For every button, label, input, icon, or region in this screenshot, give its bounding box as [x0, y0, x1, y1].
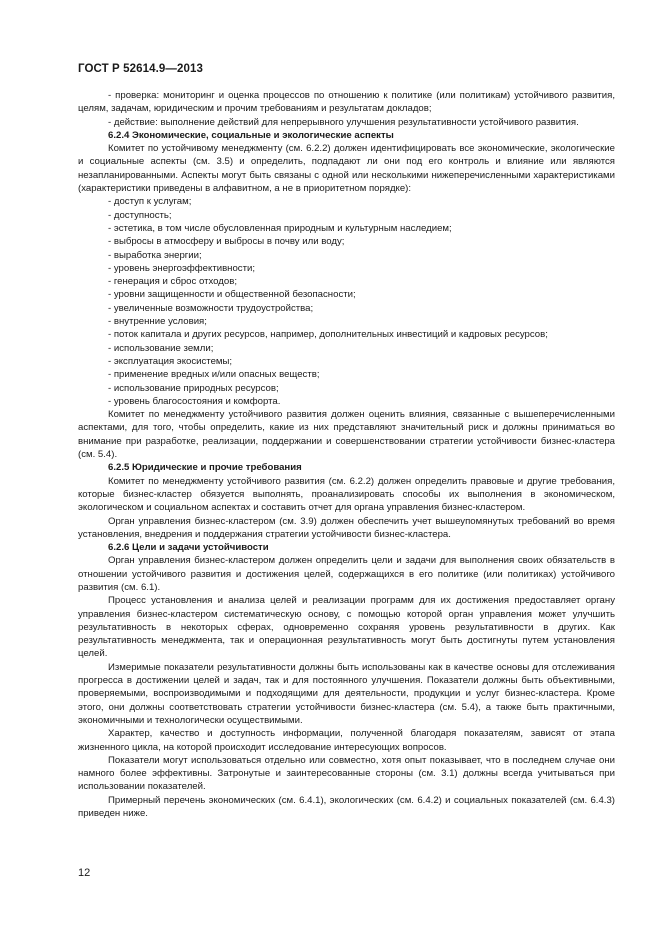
paragraph-process: Процесс установления и анализа целей и реализации программ для их достижения предоставляет органу управления бизнес-кластером систематическую основу, с помощью которой орган управления может улучшить результативность в некоторых сферах, одновременно сохраняя уровень результативности в других. Как результативность менеджмента, так и операционная результативность могут быть достигнуты путем установления целей. [78, 595, 615, 660]
document-header: ГОСТ Р 52614.9—2013 [78, 63, 203, 75]
list-item: - выбросы в атмосферу и выбросы в почву или воду; [108, 236, 345, 248]
document-body [78, 89, 615, 820]
paragraph-indicator-usage: Показатели могут использоваться отдельно или совместно, хотя опыт показывает, что в последнем случае они намного более эффективны. Затронутые и заинтересованные стороны (см. 3.1) должны всегда учитываться при использовании показателей. [78, 754, 615, 793]
paragraph-information: Характер, качество и доступность информации, полученной благодаря показателям, зависят от этапа жизненного цикла, на которой происходит исследование интересующих вопросов. [78, 728, 615, 753]
list-item: - доступ к услугам; [108, 196, 192, 208]
paragraph-act: - действие: выполнение действий для непрерывного улучшения результативности устойчивого развития. [108, 116, 579, 128]
list-item: - внутренние условия; [108, 316, 207, 328]
paragraph-objectives: Орган управления бизнес-кластером должен определить цели и задачи для выполнения своих обязательств в отношении устойчивого развития и достижения целей, содержащихся в его политике (или политиках) устойчивого развития (см. 6.1). [78, 555, 615, 593]
list-item: - применение вредных и/или опасных веществ; [108, 369, 320, 381]
list-item: - поток капитала и других ресурсов, например, дополнительных инвестиций и кадровых ресурсов; [108, 329, 548, 341]
list-item: - выработка энергии; [108, 249, 202, 261]
paragraph-legal-requirements: Комитет по менеджменту устойчивого развития (см. 6.2.2) должен определить правовые и другие требования, которые бизнес-кластер обязуется выполнять, проанализировать способы их выполнения в экономическом, экологическом и социальном аспектах и составить отчет для органа управления бизнес-кластером. [78, 475, 615, 514]
paragraph-aspects: Комитет по устойчивому менеджменту (см. 6.2.2) должен идентифицировать все экономические, экологические и социальные аспекты (см. 3.5) и определить, подпадают ли они под его контроль и влияние или являются незапланированными. Аспекты могут быть связаны с одной или несколькими нижеперечисленными характеристиками (характеристики приведены в алфавитном, а не в приоритетном порядке): [78, 143, 615, 195]
paragraph-governing-body: Орган управления бизнес-кластером (см. 3.9) должен обеспечить учет вышеупомянутых требований во время установления, внедрения и поддержания стратегии устойчивости бизнес-кластера. [78, 515, 615, 540]
paragraph-impact-assessment: Комитет по менеджменту устойчивого развития должен оценить влияния, связанные с вышеперечисленными аспектами, для того, чтобы определить, какие из них представляют значительный риск и должны приниматься во внимание при разработке, реализации, поддержании и совершенствовании стратегии устойчивости бизнес-кластера (см. 5.4). [78, 409, 615, 461]
list-item: - использование земли; [108, 342, 214, 354]
section-heading-6-2-6: 6.2.6 Цели и задачи устойчивости [108, 542, 269, 554]
section-heading-6-2-4: 6.2.4 Экономические, социальные и экологические аспекты [108, 129, 394, 141]
list-item: - эстетика, в том числе обусловленная природным и культурным наследием; [108, 222, 452, 234]
paragraph-check: - проверка: мониторинг и оценка процессов по отношению к политике (или политикам) устойчивого развития, целям, задачам, юридическим и прочим требованиям и результатам докладов; [78, 90, 615, 115]
list-item: - использование природных ресурсов; [108, 382, 279, 394]
list-item: - генерация и сброс отходов; [108, 276, 237, 288]
section-heading-6-2-5: 6.2.5 Юридические и прочие требования [108, 462, 302, 474]
list-item: - увеличенные возможности трудоустройства; [108, 302, 314, 314]
list-item: - уровни защищенности и общественной безопасности; [108, 289, 356, 301]
page-number: 12 [78, 867, 91, 879]
list-item: - доступность; [108, 209, 172, 221]
list-item: - эксплуатация экосистемы; [108, 355, 233, 367]
list-item: - уровень благосостояния и комфорта. [108, 395, 281, 407]
paragraph-indicators: Измеримые показатели результативности должны быть использованы как в качестве основы для отслеживания прогресса в достижении целей и задач, так и для постоянного улучшения. Показатели должны быть объективными, проверяемыми, воспроизводимыми и подходящими для деятельности, продукции и услуг бизнес-кластера. Кроме этого, они должны соответствовать стратегии устойчивости бизнес-кластера (см. 5.4), а также быть практичными, экономичными и технологически осуществимыми. [78, 661, 615, 726]
list-item: - уровень энергоэффективности; [108, 262, 256, 274]
paragraph-indicator-list: Примерный перечень экономических (см. 6.4.1), экологических (см. 6.4.2) и социальных показателей (см. 6.4.3) приведен ниже. [78, 794, 615, 820]
